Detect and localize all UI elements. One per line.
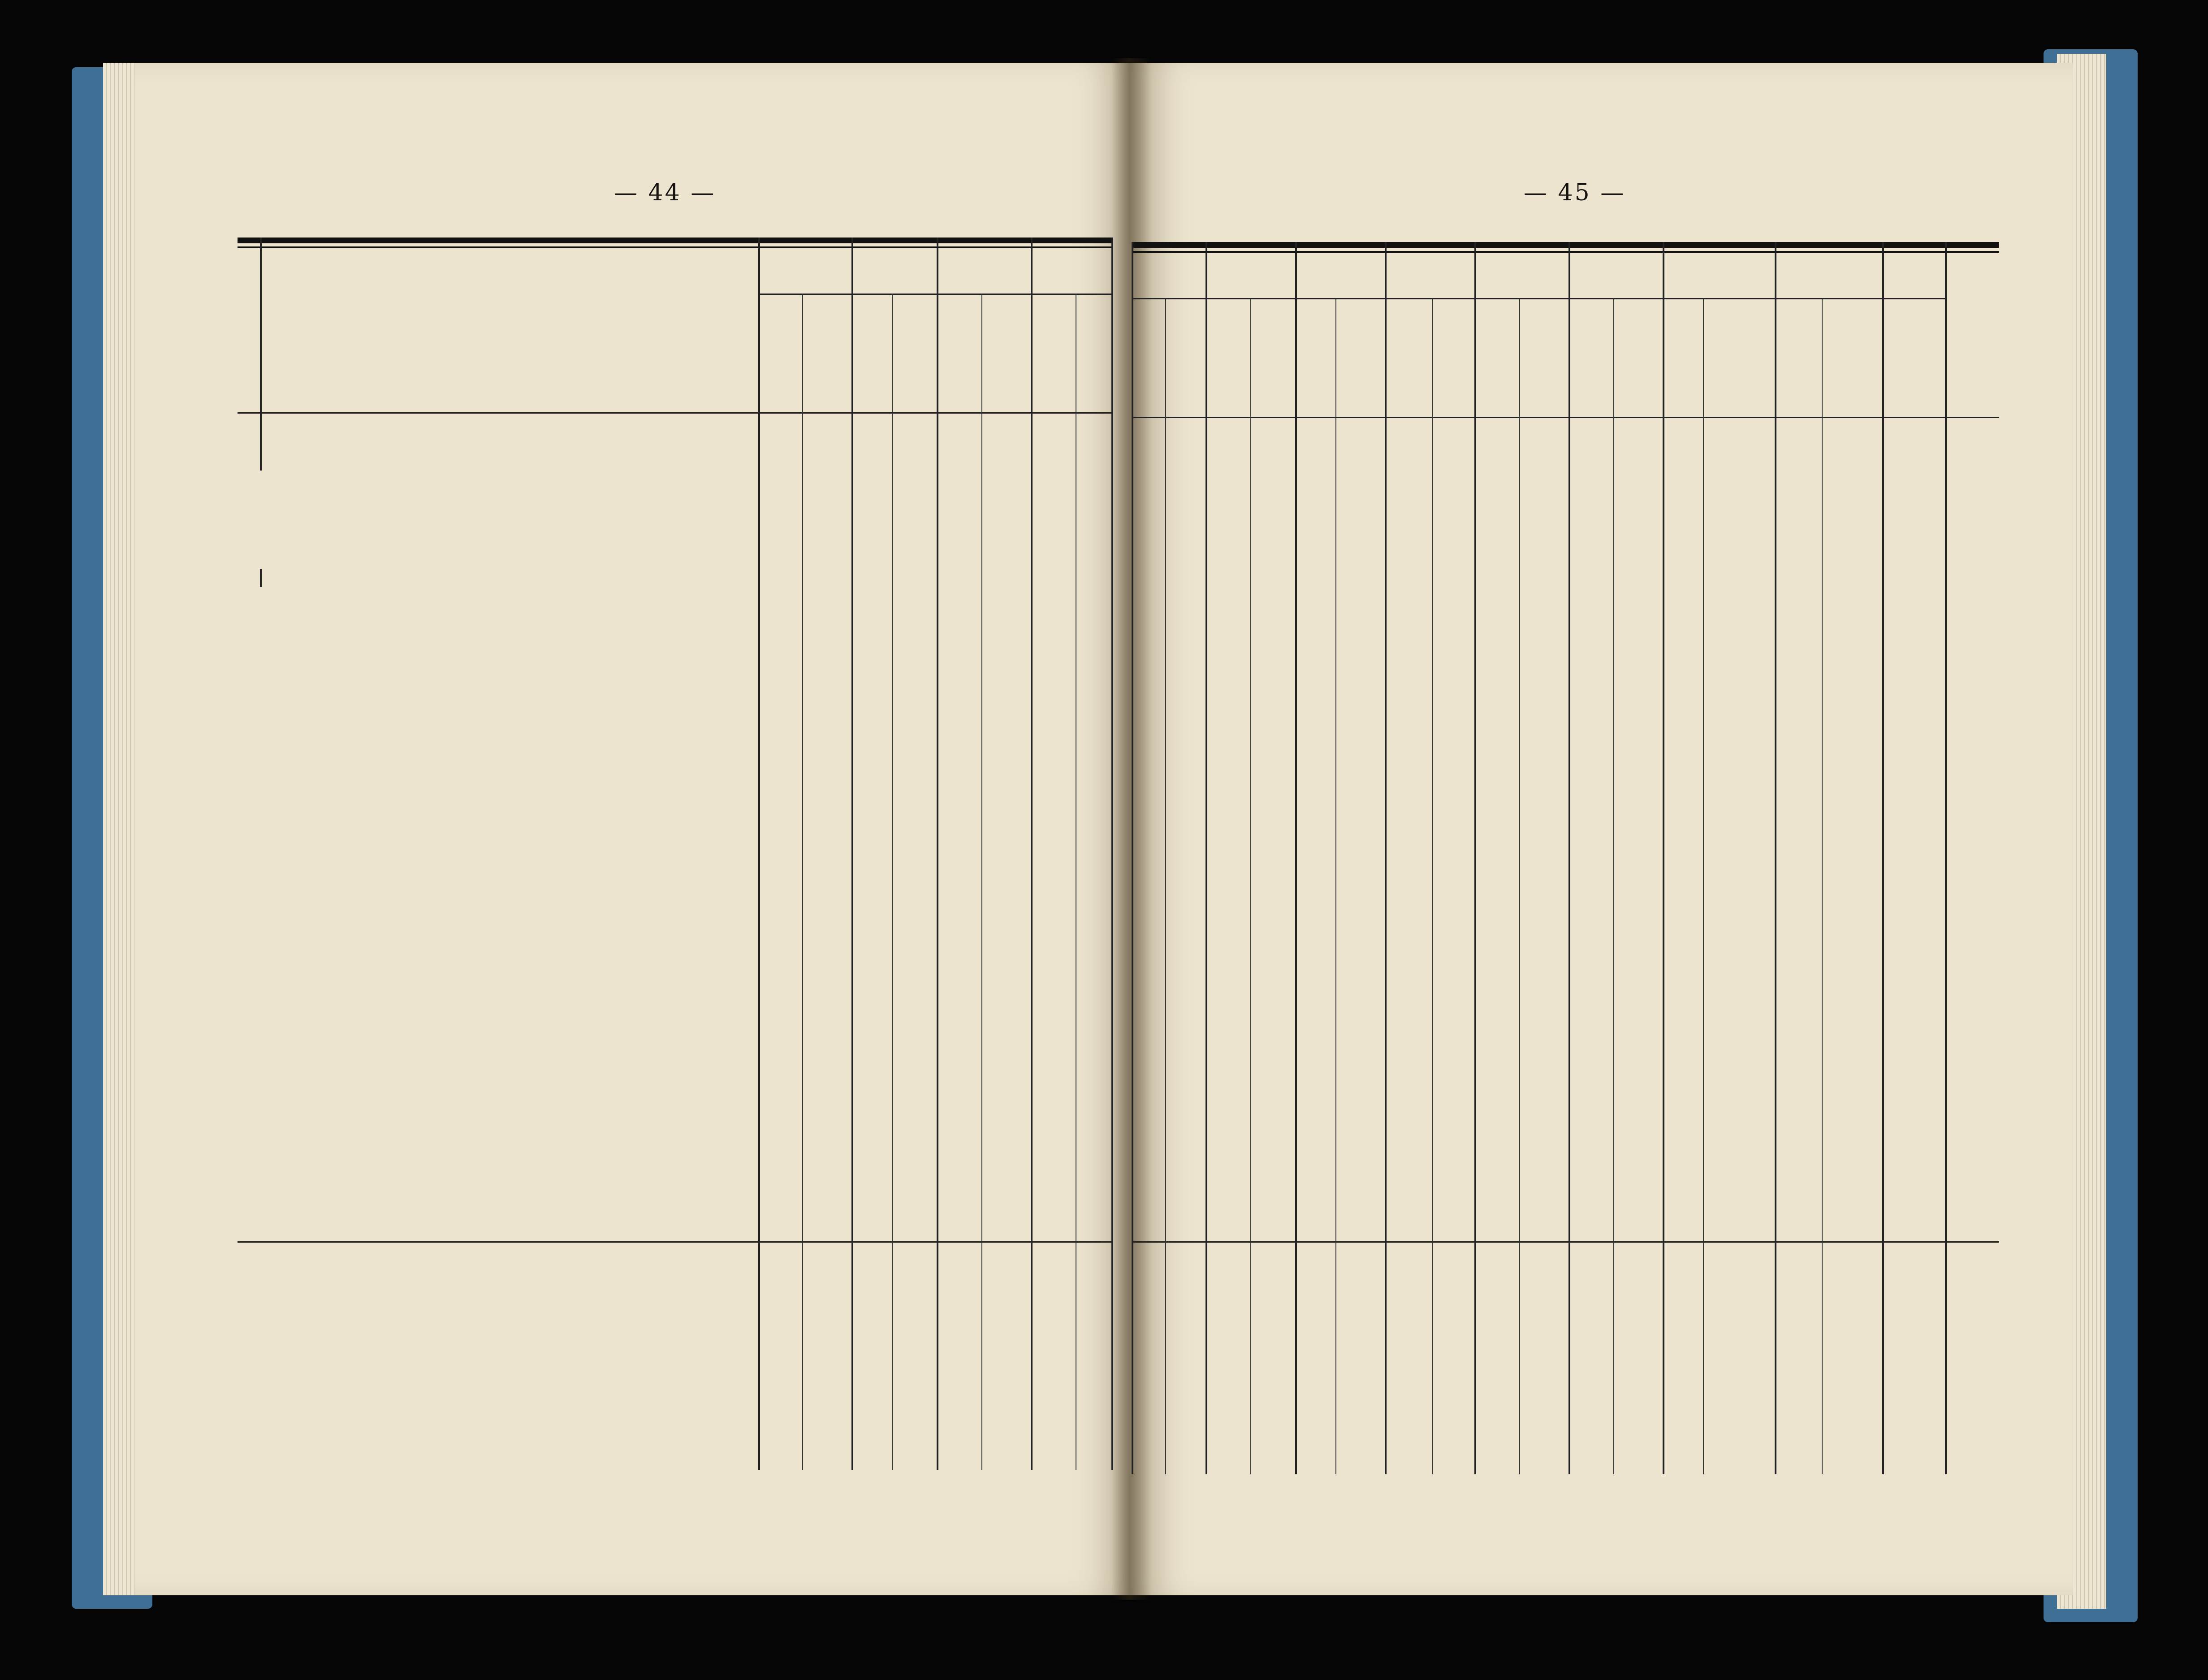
column-rule [802,294,803,1470]
right-page [1132,63,2073,1595]
column-header-bottom-rule [238,412,1111,414]
page-number-right: — 45 — [1524,179,1626,206]
column-rule [851,238,853,1470]
column-rule [1474,242,1476,1474]
column-header-bottom-rule [1132,417,1999,418]
column-rule [1822,298,1823,1474]
column-rule [1663,242,1664,1474]
column-rule [1432,298,1433,1474]
district-header-rule [758,294,1111,295]
header-top-rule [238,238,1111,243]
column-rule [1775,242,1776,1474]
column-rule [1703,298,1704,1474]
column-rule [1031,238,1033,1470]
totals-top-rule [238,1241,1111,1243]
column-rule [1519,298,1520,1474]
district-header-rule [1132,298,1945,299]
header-second-rule [1132,251,1999,253]
header-top-rule [1132,242,1999,248]
column-rule [1250,298,1251,1474]
label-column-rule-lower [260,569,262,587]
column-rule [1569,242,1570,1474]
column-rule [1206,242,1207,1474]
label-column-rule [260,238,262,471]
column-rule [1111,238,1113,1470]
column-rule [1882,242,1884,1474]
page-number-left: — 44 — [614,179,716,206]
column-rule [1945,242,1947,1474]
left-page [134,63,1134,1595]
column-rule [1165,298,1166,1474]
column-rule [758,238,760,1470]
column-rule [1613,298,1614,1474]
column-rule [1385,242,1387,1474]
column-rule [1295,242,1297,1474]
column-rule [1335,298,1336,1474]
column-rule [892,294,893,1470]
column-rule [981,294,982,1470]
column-rule [937,238,938,1470]
totals-top-rule [1132,1241,1999,1243]
column-rule [1132,242,1133,1474]
header-second-rule [238,246,1111,248]
